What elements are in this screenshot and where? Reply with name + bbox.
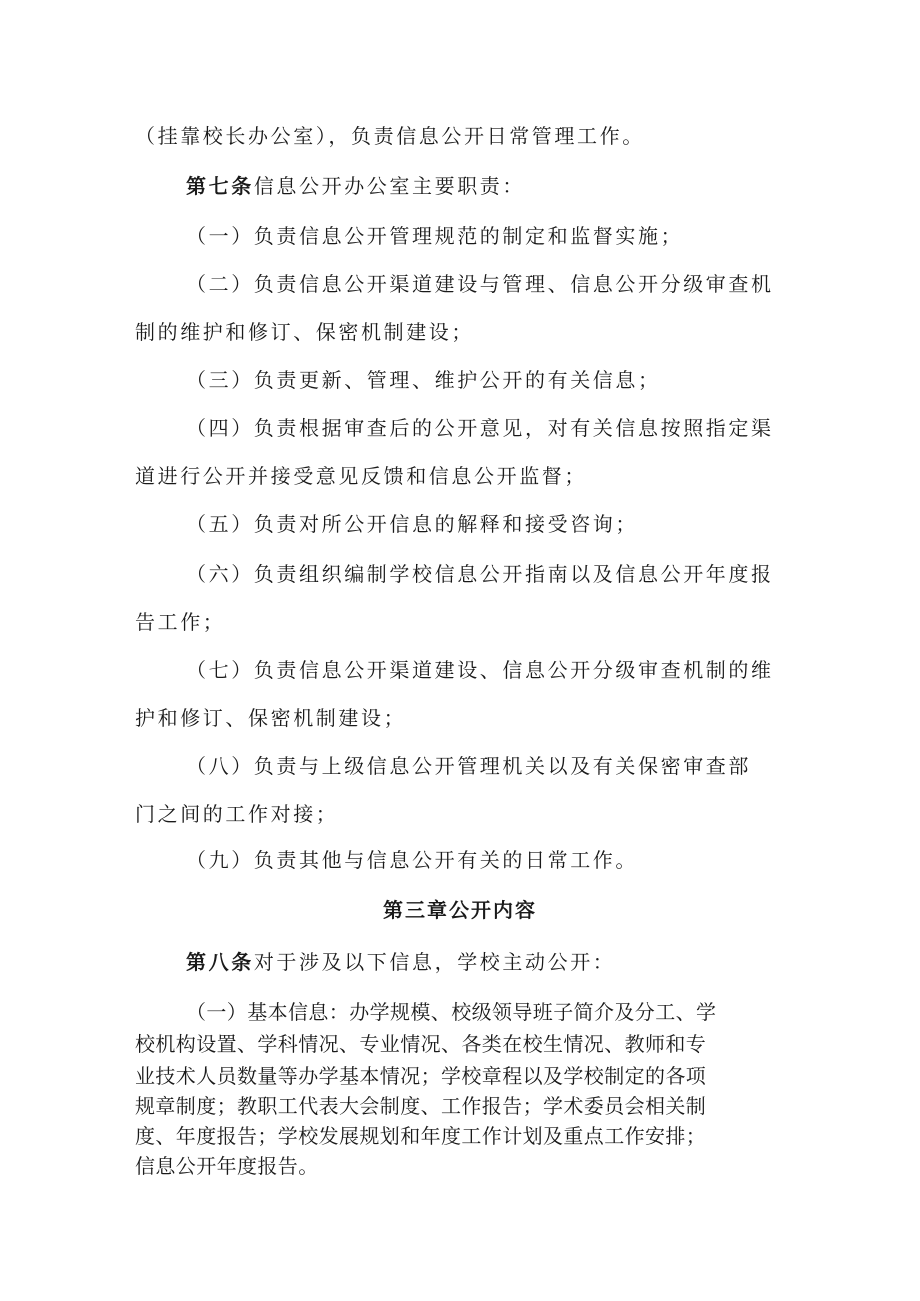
- list-item-continuation: 道进行公开并接受意见反馈和信息公开监督；: [135, 464, 587, 488]
- list-item-continuation: 告工作；: [135, 610, 226, 634]
- list-item: （五）负责对所公开信息的解释和接受咨询；: [186, 512, 638, 536]
- article-8-heading: [186, 950, 615, 974]
- list-item: （九）负责其他与信息公开有关的日常工作。: [186, 848, 638, 872]
- list-item: （一）负责信息公开管理规范的制定和监督实施；: [186, 224, 684, 248]
- list-item-continuation: 校机构设置、学科情况、专业情况、各类在校生情况、教师和专: [135, 1032, 707, 1056]
- article-7-heading: [186, 174, 525, 198]
- list-item-continuation: 度、年度报告；学校发展规划和年度工作计划及重点工作安排；: [135, 1124, 707, 1148]
- article-7-text: 信息公开办公室主要职责：: [253, 174, 526, 198]
- list-item-continuation: 护和修订、保密机制建设；: [135, 706, 407, 730]
- list-item: （八）负责与上级信息公开管理机关以及有关保密审查部: [186, 754, 751, 778]
- list-item: （六）负责组织编制学校信息公开指南以及信息公开年度报: [186, 562, 774, 586]
- article-8-text: 对于涉及以下信息，学校主动公开：: [253, 950, 616, 974]
- list-item: （三）负责更新、管理、维护公开的有关信息；: [186, 368, 661, 392]
- list-item: （一）基本信息：办学规模、校级领导班子简介及分工、学: [186, 1000, 717, 1024]
- paragraph-line: （挂靠校长办公室），负责信息公开日常管理工作。: [135, 124, 645, 148]
- list-item: （七）负责信息公开渠道建设、信息公开分级审查机制的维: [186, 658, 774, 682]
- chapter-3-heading: 第三章公开内容: [383, 898, 537, 922]
- article-7-label: 第七条: [186, 174, 254, 198]
- article-8-label: 第八条: [186, 950, 254, 974]
- list-item-continuation: 业技术人员数量等办学基本情况；学校章程以及学校制定的各项: [135, 1064, 707, 1088]
- list-item: （四）负责根据审查后的公开意见，对有关信息按照指定渠: [186, 416, 774, 440]
- list-item: （二）负责信息公开渠道建设与管理、信息公开分级审查机: [186, 272, 774, 296]
- list-item-continuation: 制的维护和修订、保密机制建设；: [135, 320, 474, 344]
- list-item-continuation: 规章制度；教职工代表大会制度、工作报告；学术委员会相关制: [135, 1094, 707, 1118]
- list-item-continuation: 门之间的工作对接；: [135, 802, 339, 826]
- list-item-continuation: 信息公开年度报告。: [135, 1154, 319, 1178]
